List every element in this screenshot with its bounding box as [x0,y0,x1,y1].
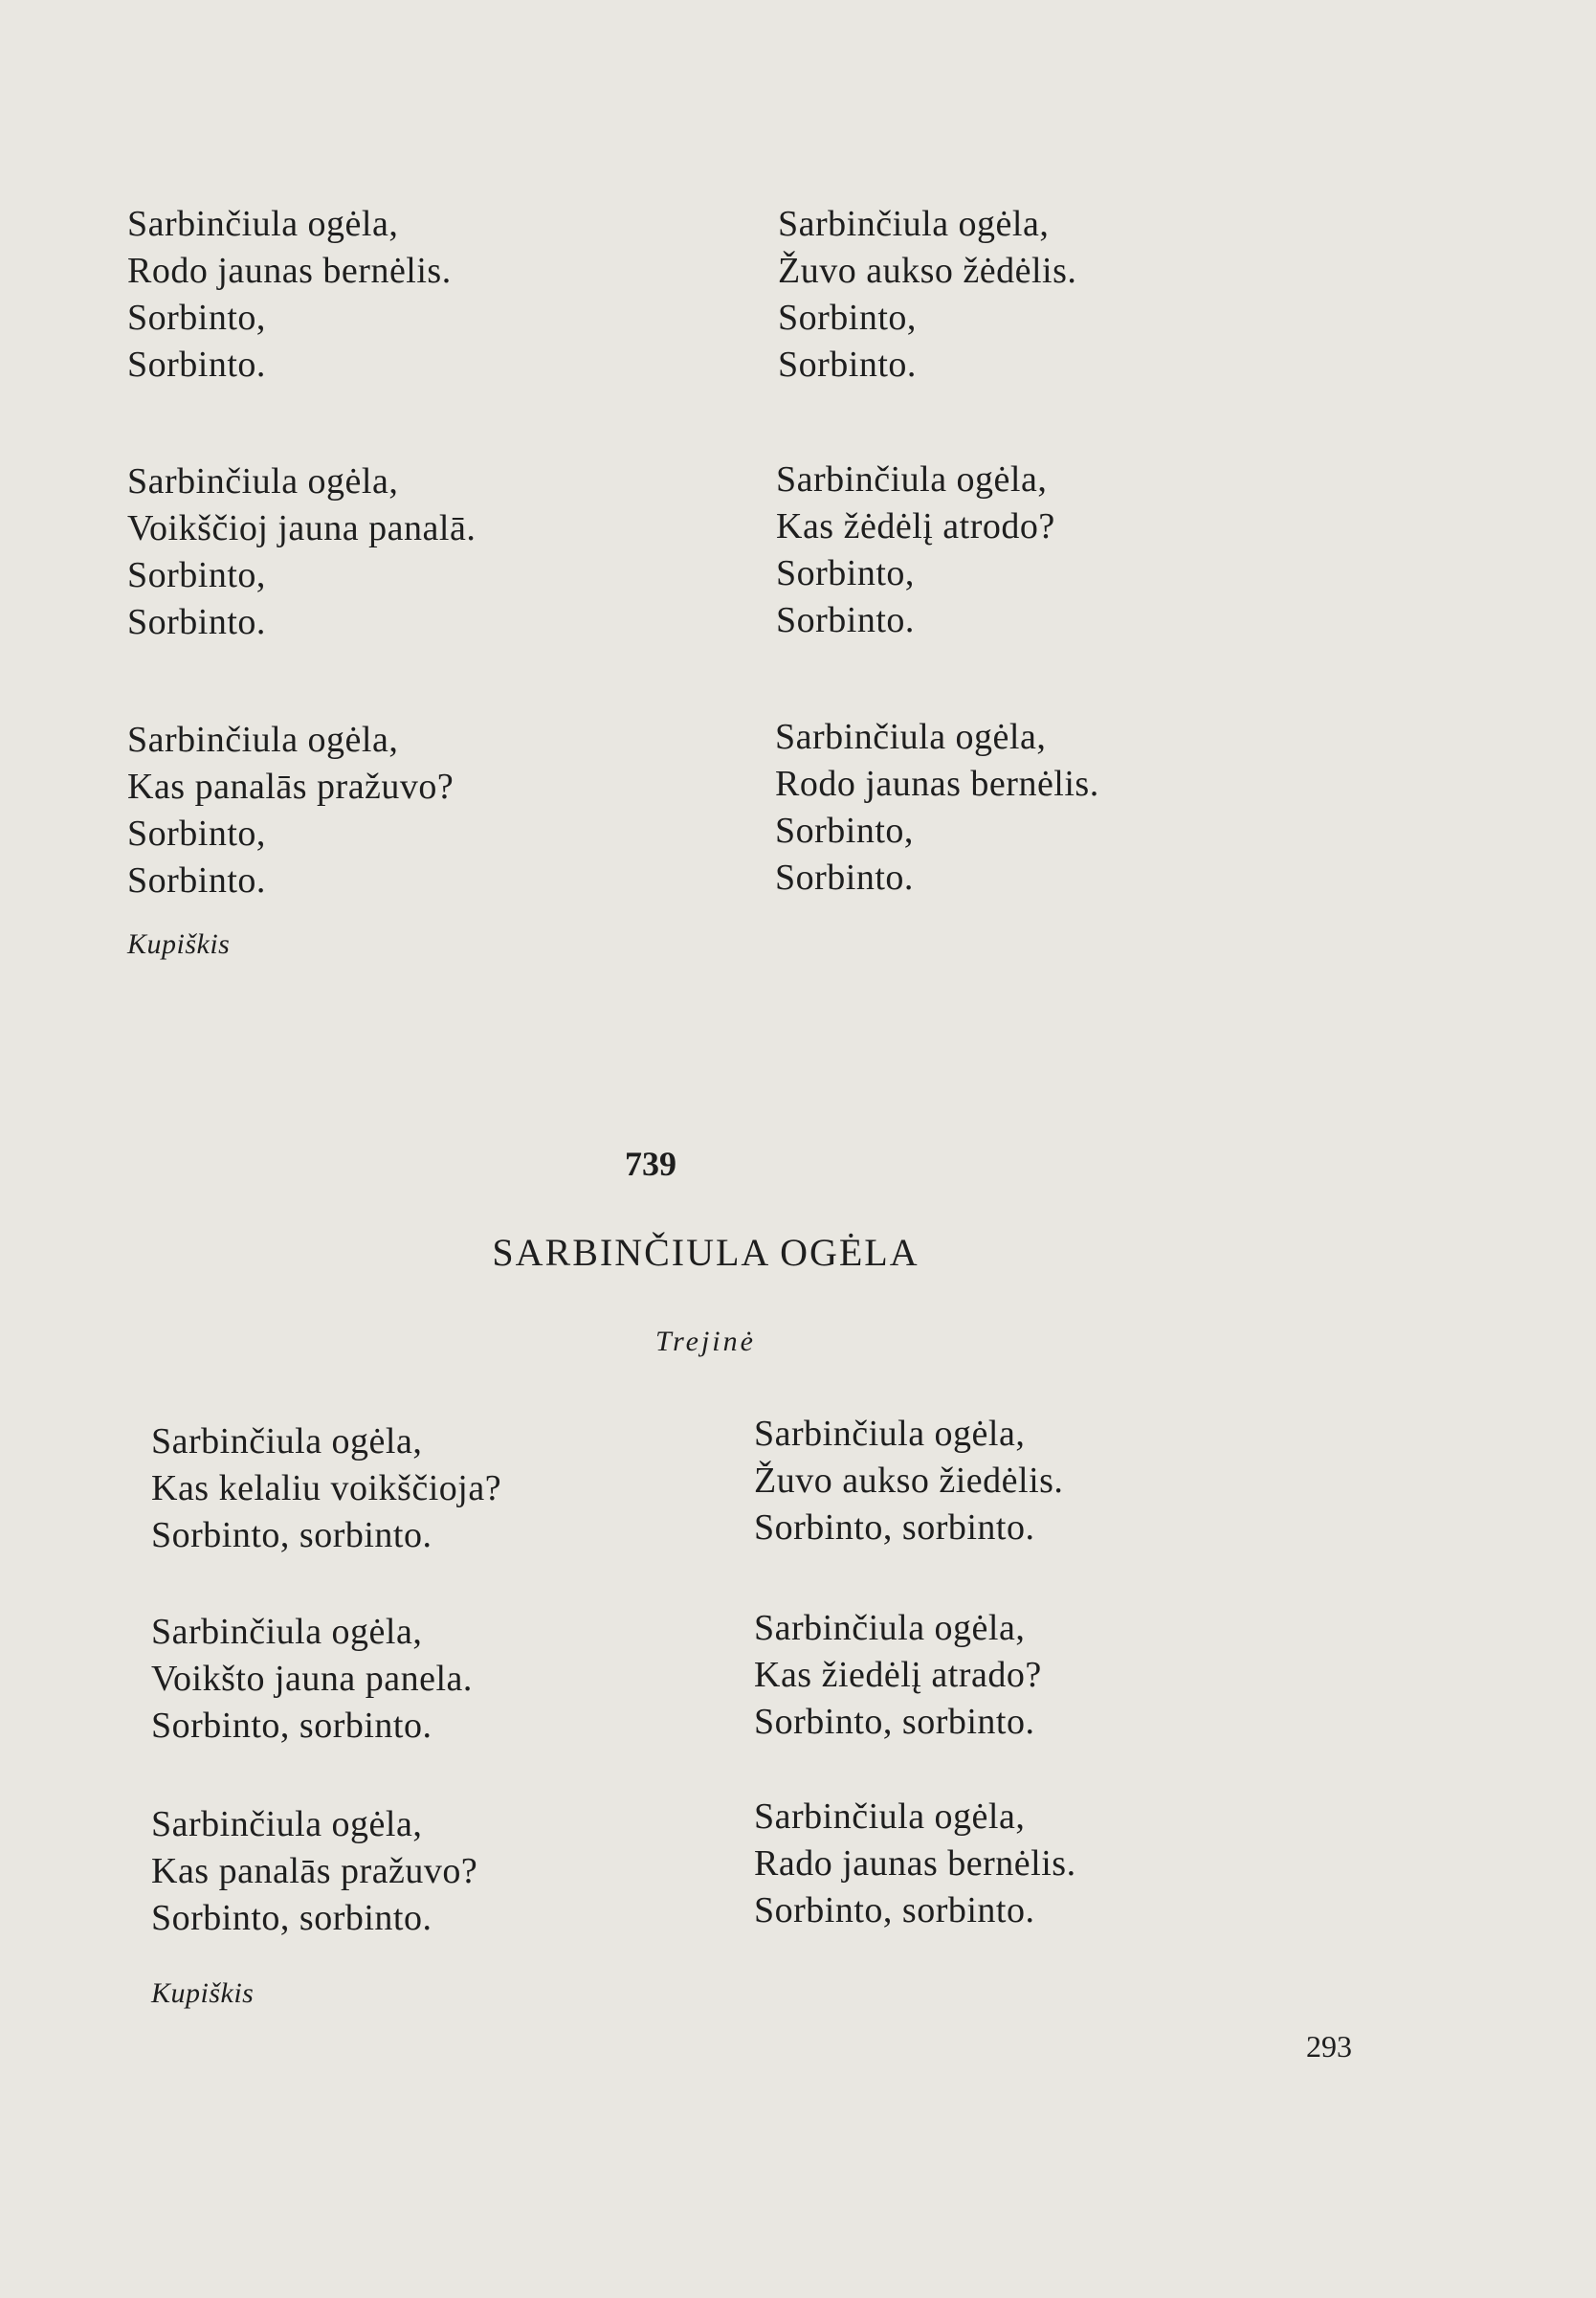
song-stanza-left-2 [151,1609,473,1750]
previous-song-place: Kupiškis [127,928,231,960]
verse-line: Sorbinto, sorbinto. [754,1702,1035,1742]
verse-line: Sorbinto, sorbinto. [151,1515,432,1555]
song-stanza-left-1 [151,1418,501,1559]
verse-line: Kas žiedėlį atrado? [754,1655,1042,1695]
verse-line: Sorbinto. [776,600,915,640]
verse-line: Sarbinčiula ogėla, [151,1421,423,1461]
verse-line: Sarbinčiula ogėla, [127,204,399,244]
verse-line: Sarbinčiula ogėla, [776,459,1048,500]
song-stanza-right-3 [754,1794,1076,1934]
verse-line: Sorbinto, [775,811,914,851]
verse-line: Sorbinto, sorbinto. [754,1507,1035,1548]
prev-stanza-left-1 [127,201,452,389]
verse-line: Kas kelaliu voikščioja? [151,1468,502,1508]
verse-line: Sorbinto. [127,602,266,642]
verse-line: Sarbinčiula ogėla, [775,717,1047,757]
verse-line: Sarbinčiula ogėla, [151,1612,423,1652]
verse-line: Sorbinto, sorbinto. [754,1890,1035,1930]
verse-line: Sarbinčiula ogėla, [127,461,399,502]
verse-line: Žuvo aukso žėdėlis. [778,251,1077,291]
prev-stanza-left-2 [127,458,476,646]
page-number: 293 [1306,2029,1352,2064]
song-title: SARBINČIULA OGĖLA [492,1231,920,1274]
verse-line: Sorbinto, [127,814,266,854]
song-stanza-right-1 [754,1411,1063,1551]
verse-line: Sarbinčiula ogėla, [127,720,399,760]
prev-stanza-right-3 [775,714,1099,902]
verse-line: Kas panalās pražuvo? [151,1851,478,1891]
verse-line: Sarbinčiula ogėla, [778,204,1050,244]
verse-line: Sarbinčiula ogėla, [151,1804,423,1844]
verse-line: Sorbinto, [776,553,915,593]
verse-line: Rodo jaunas bernėlis. [127,251,452,291]
verse-line: Sarbinčiula ogėla, [754,1796,1026,1837]
verse-line: Kas žėdėlį atrodo? [776,506,1055,547]
verse-line: Sorbinto. [127,345,266,385]
verse-line: Sorbinto, [127,555,266,595]
prev-stanza-right-2 [776,457,1055,644]
verse-line: Sorbinto. [778,345,917,385]
verse-line: Kas panalās pražuvo? [127,767,454,807]
song-stanza-left-3 [151,1801,477,1942]
verse-line: Rodo jaunas bernėlis. [775,764,1099,804]
verse-line: Sorbinto. [775,858,914,898]
verse-line: Sarbinčiula ogėla, [754,1608,1026,1648]
verse-line: Sorbinto. [127,860,266,901]
prev-stanza-left-3 [127,717,454,904]
verse-line: Rado jaunas bernėlis. [754,1843,1076,1884]
verse-line: Voikšto jauna panela. [151,1659,473,1699]
verse-line: Sarbinčiula ogėla, [754,1414,1026,1454]
song-stanza-right-2 [754,1605,1042,1746]
prev-stanza-right-1 [778,201,1076,389]
verse-line: Žuvo aukso žiedėlis. [754,1461,1064,1501]
verse-line: Sorbinto, sorbinto. [151,1898,432,1938]
verse-line: Sorbinto, [127,298,266,338]
verse-line: Sorbinto, [778,298,917,338]
verse-line: Sorbinto, sorbinto. [151,1706,432,1746]
verse-line: Voikščioj jauna panalā. [127,508,477,548]
song-subtitle: Trejinė [655,1326,756,1357]
song-number: 739 [625,1145,676,1183]
song-place: Kupiškis [151,1977,255,2009]
